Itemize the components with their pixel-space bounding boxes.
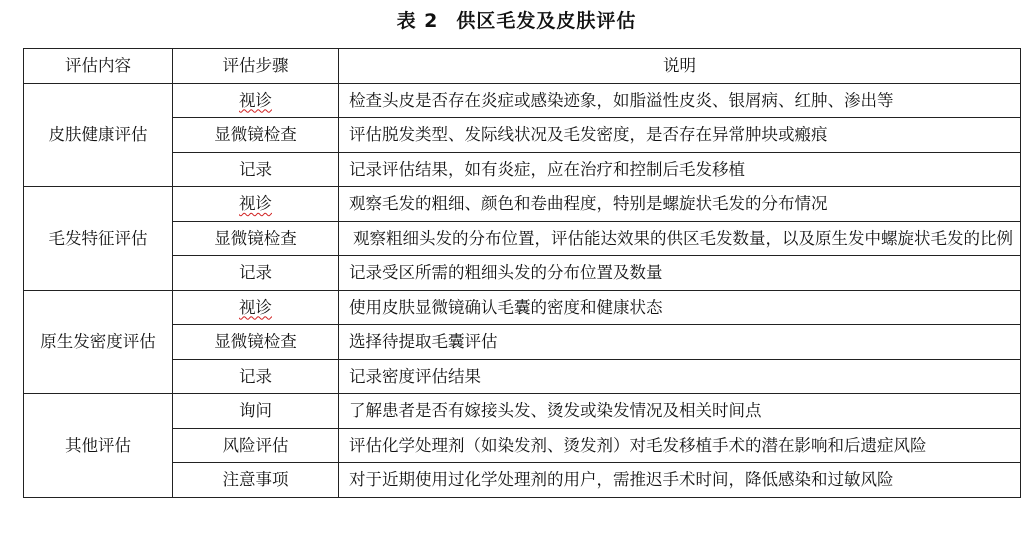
- description-cell: 观察毛发的粗细、颜色和卷曲程度，特别是螺旋状毛发的分布情况: [339, 187, 1021, 222]
- step-cell: 记录: [173, 152, 339, 187]
- category-cell: 皮肤健康评估: [24, 83, 173, 187]
- step-cell: 注意事项: [173, 463, 339, 498]
- description-cell: 选择待提取毛囊评估: [339, 325, 1021, 360]
- header-step: 评估步骤: [173, 49, 339, 84]
- header-row: [24, 49, 1021, 84]
- table-row: [24, 463, 1021, 498]
- header-content: 评估内容: [24, 49, 173, 84]
- description-cell: 记录受区所需的粗细头发的分布位置及数量: [339, 256, 1021, 291]
- step-cell: 风险评估: [173, 428, 339, 463]
- table-row: [24, 83, 1021, 118]
- table-row: [24, 187, 1021, 222]
- table-title: [0, 6, 1033, 33]
- step-cell: 显微镜检查: [173, 325, 339, 360]
- description-cell: 记录评估结果，如有炎症，应在治疗和控制后毛发移植: [339, 152, 1021, 187]
- table-row: [24, 256, 1021, 291]
- step-cell: 视诊: [173, 83, 339, 118]
- category-cell: 原生发密度评估: [24, 290, 173, 394]
- step-cell: 视诊: [173, 290, 339, 325]
- table-row: [24, 290, 1021, 325]
- table-caption: 供区毛发及皮肤评估: [456, 10, 637, 32]
- step-cell: 视诊: [173, 187, 339, 222]
- table-row: [24, 394, 1021, 429]
- description-cell: 记录密度评估结果: [339, 359, 1021, 394]
- description-cell: 评估化学处理剂（如染发剂、烫发剂）对毛发移植手术的潜在影响和后遗症风险: [339, 428, 1021, 463]
- table-row: [24, 152, 1021, 187]
- header-description: 说明: [339, 49, 1021, 84]
- table-row: [24, 428, 1021, 463]
- category-cell: 毛发特征评估: [24, 187, 173, 291]
- table-row: [24, 118, 1021, 153]
- description-cell: 检查头皮是否存在炎症或感染迹象，如脂溢性皮炎、银屑病、红肿、渗出等: [339, 83, 1021, 118]
- description-cell: 使用皮肤显微镜确认毛囊的密度和健康状态: [339, 290, 1021, 325]
- description-cell: 对于近期使用过化学处理剂的用户，需推迟手术时间，降低感染和过敏风险: [339, 463, 1021, 498]
- step-cell: 询问: [173, 394, 339, 429]
- table-row: [24, 359, 1021, 394]
- step-cell: 记录: [173, 256, 339, 291]
- description-cell: 了解患者是否有嫁接头发、烫发或染发情况及相关时间点: [339, 394, 1021, 429]
- step-cell: 显微镜检查: [173, 221, 339, 256]
- table-number: 表 2: [396, 10, 439, 32]
- step-cell: 显微镜检查: [173, 118, 339, 153]
- assessment-table: [23, 48, 1021, 498]
- category-cell: 其他评估: [24, 394, 173, 498]
- table-row: [24, 221, 1021, 256]
- description-cell: 评估脱发类型、发际线状况及毛发密度，是否存在异常肿块或瘢痕: [339, 118, 1021, 153]
- table-row: [24, 325, 1021, 360]
- step-cell: 记录: [173, 359, 339, 394]
- description-cell: 观察粗细头发的分布位置，评估能达效果的供区毛发数量，以及原生发中螺旋状毛发的比例: [339, 221, 1021, 256]
